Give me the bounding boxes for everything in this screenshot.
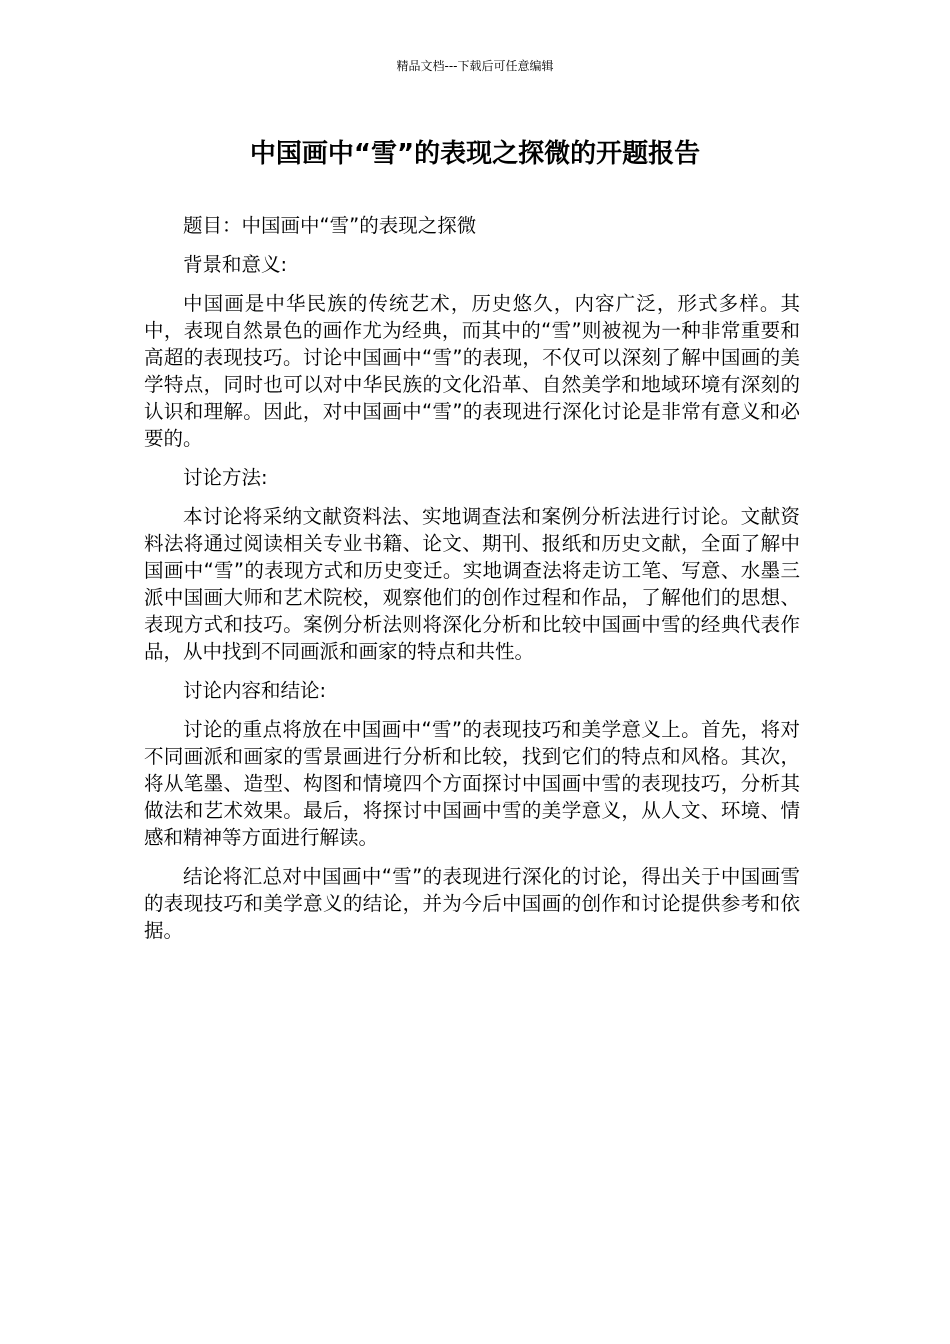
section-heading-method: 讨论方法: [183, 466, 268, 489]
section-heading-content: 讨论内容和结论: [183, 679, 327, 702]
conclusion-paragraph: 结论将汇总对中国画中“雪”的表现进行深化的讨论，得出关于中国画雪的表现技巧和美学意义的结论，并为今后中国画的创作和讨论提供参考和依据。 [144, 865, 800, 942]
topic-line: 题目：中国画中“雪”的表现之探微 [183, 214, 477, 237]
document-body [144, 212, 800, 956]
background-paragraph: 中国画是中华民族的传统艺术，历史悠久，内容广泛，形式多样。其中，表现自然景色的画作尤为经典，而其中的“雪”则被视为一种非常重要和高超的表现技巧。讨论中国画中“雪”的表现，不仅可以深刻了解中国画的美学特点，同时也可以对中华民族的文化沿革、自然美学和地域环境有深刻的认识和理解。因此，对中国画中“雪”的表现进行深化讨论是非常有意义和必要的。 [144, 292, 800, 450]
method-paragraph: 本讨论将采纳文献资料法、实地调查法和案例分析法进行讨论。文献资料法将通过阅读相关专业书籍、论文、期刊、报纸和历史文献，全面了解中国画中“雪”的表现方式和历史变迁。实地调查法将走访工笔、写意、水墨三派中国画大师和艺术院校，观察他们的创作过程和作品，了解他们的思想、表现方式和技巧。案例分析法则将深化分析和比较中国画中雪的经典代表作品，从中找到不同画派和画家的特点和共性。 [144, 505, 800, 663]
content-paragraph: 讨论的重点将放在中国画中“雪”的表现技巧和美学意义上。首先，将对不同画派和画家的雪景画进行分析和比较，找到它们的特点和风格。其次，将从笔墨、造型、构图和情境四个方面探讨中国画中雪的表现技巧，分析其做法和艺术效果。最后，将探讨中国画中雪的美学意义，从人文、环境、情感和精神等方面进行解读。 [144, 718, 800, 849]
section-heading-background: 背景和意义: [183, 253, 288, 276]
page-header: 精品文档---下载后可任意编辑 [396, 59, 554, 73]
document-title: 中国画中“雪”的表现之探微的开题报告 [249, 139, 701, 169]
